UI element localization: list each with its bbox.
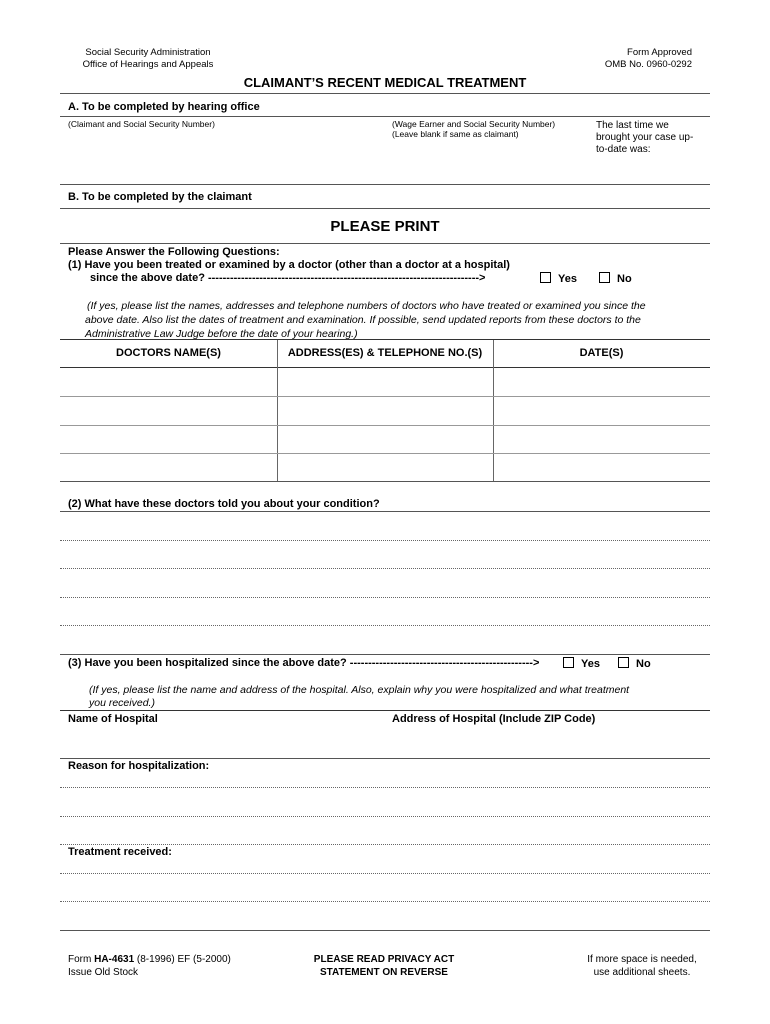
- divider: [60, 184, 710, 185]
- last-update-label: [596, 120, 693, 156]
- col-header-dates: DATE(S): [579, 347, 624, 359]
- please-print-heading: PLEASE PRINT: [330, 218, 440, 235]
- form-approved-label: Form Approved: [627, 47, 692, 58]
- form-id: [68, 954, 231, 979]
- note-line: use additional sheets.: [593, 966, 691, 978]
- divider: [60, 208, 710, 209]
- divider: [60, 930, 710, 931]
- q3-no-checkbox[interactable]: [618, 657, 629, 668]
- q3-yes-option[interactable]: [563, 657, 600, 671]
- question-2-text: (2) What have these doctors told you about your condition?: [68, 498, 380, 510]
- privacy-line: PLEASE READ PRIVACY ACT: [313, 954, 455, 965]
- privacy-line: STATEMENT ON REVERSE: [320, 966, 448, 978]
- office-name: Office of Hearings and Appeals: [82, 58, 214, 70]
- answer-line[interactable]: [60, 540, 710, 541]
- q3-no-option[interactable]: [618, 657, 651, 671]
- wage-earner-label-line: (Wage Earner and Social Security Number): [392, 119, 556, 129]
- agency-header: [78, 47, 218, 70]
- instruction-line: you received.): [89, 697, 155, 709]
- table-row[interactable]: [60, 454, 710, 482]
- divider: [60, 243, 710, 244]
- claimant-ssn-label: (Claimant and Social Security Number): [68, 119, 215, 129]
- reason-label: Reason for hospitalization:: [68, 760, 210, 772]
- claimant-ssn-field[interactable]: [62, 133, 382, 181]
- q1-yes-checkbox[interactable]: [540, 272, 551, 283]
- last-update-date-field[interactable]: [596, 157, 708, 181]
- question-3-text: (3) Have you been hospitalized since the above date? -------------------------------------------------->: [68, 657, 540, 669]
- divider: [60, 116, 710, 117]
- q1-no-option[interactable]: [599, 272, 632, 286]
- questions-intro: Please Answer the Following Questions:: [68, 246, 280, 258]
- form-date: (8-1996) EF (5-2000): [134, 954, 231, 965]
- question-1-instructions: [87, 299, 646, 341]
- more-space-note: [572, 954, 712, 979]
- form-number: HA-4631: [94, 954, 135, 965]
- wage-earner-label: [392, 120, 555, 139]
- table-top-border: [60, 339, 710, 340]
- answer-line[interactable]: [60, 901, 710, 902]
- privacy-notice: [284, 954, 484, 979]
- last-update-line: to-date was:: [596, 144, 651, 155]
- table-row[interactable]: [60, 397, 710, 426]
- answer-line[interactable]: [60, 568, 710, 569]
- question-1-text: (1) Have you been treated or examined by a doctor (other than a doctor at a hospital): [68, 259, 510, 271]
- form-number-line: [68, 954, 231, 967]
- divider: [60, 654, 710, 655]
- divider: [60, 710, 710, 711]
- q1-yes-option[interactable]: [540, 272, 577, 286]
- issue-note: Issue Old Stock: [68, 966, 139, 978]
- answer-line[interactable]: [60, 787, 710, 788]
- wage-earner-field[interactable]: [390, 143, 590, 181]
- form-title: CLAIMANT’S RECENT MEDICAL TREATMENT: [243, 75, 527, 90]
- instruction-line: Administrative Law Judge before the date of your hearing.): [85, 328, 358, 340]
- q3-yes-checkbox[interactable]: [563, 657, 574, 668]
- hospital-address-field[interactable]: [390, 727, 708, 757]
- answer-line: [60, 758, 710, 759]
- question-3-instructions: [89, 684, 629, 710]
- note-line: If more space is needed,: [587, 954, 697, 965]
- last-update-line: The last time we: [596, 120, 669, 131]
- omb-approval: [605, 47, 692, 70]
- answer-line[interactable]: [60, 597, 710, 598]
- treatment-label: Treatment received:: [68, 846, 172, 858]
- q1-yes-label: Yes: [558, 273, 577, 285]
- wage-earner-note: (Leave blank if same as claimant): [392, 128, 519, 139]
- hospital-name-field[interactable]: [62, 727, 382, 757]
- agency-name: Social Security Administration: [85, 47, 211, 58]
- q3-no-label: No: [636, 658, 651, 670]
- q3-yes-label: Yes: [581, 658, 600, 670]
- table-row[interactable]: [60, 426, 710, 454]
- instruction-line: (If yes, please list the names, addresses and telephone numbers of doctors who have treated or examined you since the: [87, 300, 646, 312]
- q1-no-label: No: [617, 273, 632, 285]
- question-1-text-cont: since the above date? -------------------------------------------------------------------------->: [90, 272, 486, 284]
- section-a-heading: A. To be completed by hearing office: [68, 101, 260, 113]
- answer-line[interactable]: [60, 816, 710, 817]
- answer-line[interactable]: [60, 873, 710, 874]
- instruction-line: above date. Also list the dates of treatment and examination. If possible, send updated reports from these doctors to the: [85, 314, 641, 326]
- col-header-doctors: DOCTORS NAME(S): [116, 347, 221, 359]
- omb-number: OMB No. 0960-0292: [604, 58, 692, 70]
- instruction-line: (If yes, please list the name and address of the hospital. Also, explain why you were hospitalized and what treatment: [89, 684, 630, 696]
- table-row[interactable]: [60, 368, 710, 397]
- form-prefix: Form: [68, 954, 95, 965]
- last-update-line: brought your case up-: [596, 132, 694, 143]
- q1-no-checkbox[interactable]: [599, 272, 610, 283]
- answer-line[interactable]: [60, 625, 710, 626]
- divider: [60, 93, 710, 94]
- section-b-heading: B. To be completed by the claimant: [68, 191, 252, 203]
- col-header-address: ADDRESS(ES) & TELEPHONE NO.(S): [287, 347, 483, 359]
- answer-line[interactable]: [60, 844, 710, 845]
- hospital-address-label: Address of Hospital (Include ZIP Code): [392, 713, 596, 725]
- answer-line[interactable]: [60, 511, 710, 512]
- hospital-name-label: Name of Hospital: [68, 713, 158, 725]
